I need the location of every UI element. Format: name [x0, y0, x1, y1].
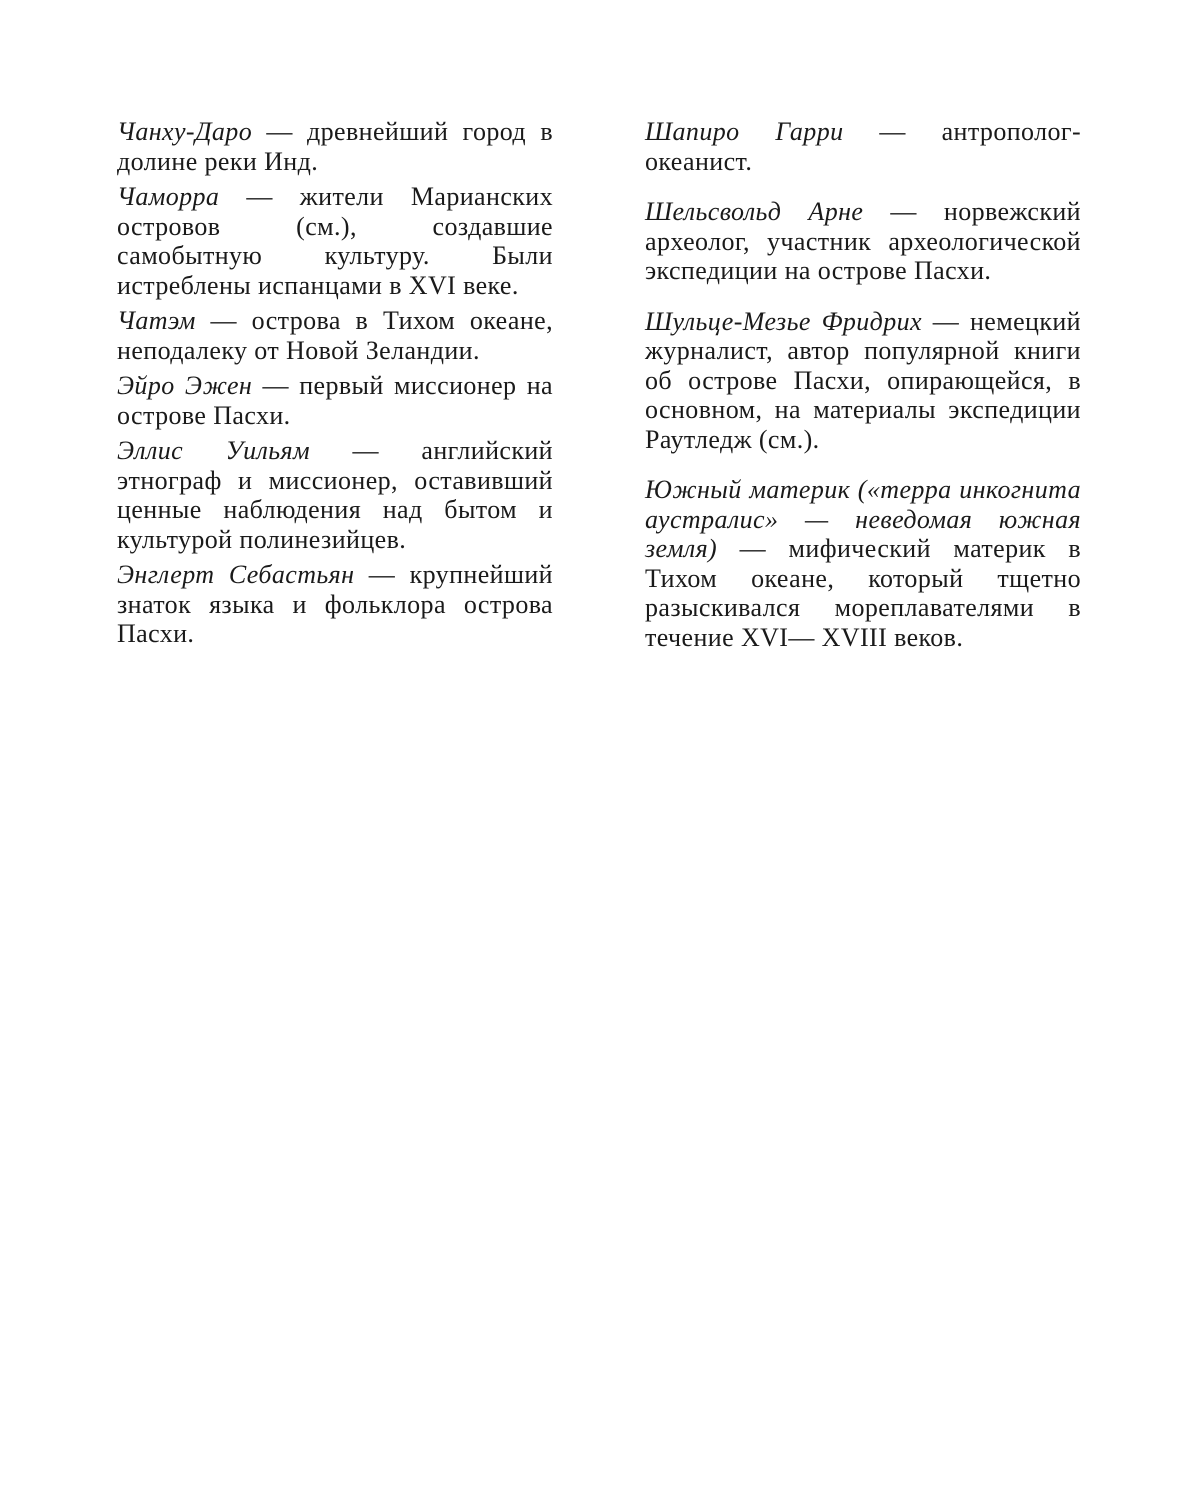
glossary-entry — [117, 371, 553, 430]
entry-term: Эллис Уильям — [117, 436, 310, 465]
entry-definition: — древнейший город в долине реки Инд. — [117, 117, 553, 176]
glossary-entry — [645, 117, 1081, 176]
entry-term: Эйро Эжен — [117, 371, 253, 400]
entry-definition: — первый миссионер на острове Пасхи. — [117, 371, 553, 430]
entry-definition: — немецкий журналист, автор популярной книги об острове Пасхи, опирающейся, в основном, на материалы экспедиции Раутледж (см.). — [645, 306, 1081, 454]
entry-term: Чаморра — [117, 182, 220, 211]
glossary-left-column — [117, 117, 553, 655]
entry-definition: — английский этнограф и миссионер, оставивший ценные наблюдения над бытом и культурой полинезийцев. — [117, 436, 553, 554]
glossary-entry — [645, 475, 1081, 652]
entry-term: Шульце-Мезье Фридрих — [645, 306, 922, 336]
entry-definition: — крупнейший знаток языка и фольклора острова Пасхи. — [117, 560, 553, 648]
glossary-entry — [117, 436, 553, 554]
entry-term: Шапиро Гарри — [645, 117, 844, 146]
entry-term: Чатэм — [117, 306, 196, 335]
entry-definition: — острова в Тихом океане, неподалеку от Новой Зеландии. — [117, 306, 553, 365]
glossary-right-column — [645, 117, 1081, 673]
glossary-entry — [645, 307, 1081, 455]
entry-definition: — антрополог-океанист. — [645, 117, 1082, 176]
glossary-entry — [117, 560, 553, 649]
entry-definition: — норвежский археолог, участник археологической экспедиции на острове Пасхи. — [645, 197, 1081, 285]
glossary-entry — [117, 306, 553, 365]
glossary-entry — [117, 117, 553, 176]
entry-term: Чанху-Даро — [117, 117, 253, 146]
entry-definition: — мифический материк в Тихом океане, который тщетно разыскивался мореплавателями в течение XVI— XVIII веков. — [645, 534, 1081, 652]
entry-term: Южный материк («терра инкогнита аустралис» — неведомая южная земля) — [645, 475, 1081, 563]
entry-definition: — жители Марианских островов (см.), создавшие самобытную культуру. Были истреблены испанцами в XVI веке. — [117, 182, 553, 300]
entry-term: Энглерт Себастьян — [117, 560, 355, 589]
glossary-entry — [117, 182, 553, 300]
glossary-entry — [645, 197, 1081, 286]
entry-term: Шельсвольд Арне — [645, 197, 864, 226]
